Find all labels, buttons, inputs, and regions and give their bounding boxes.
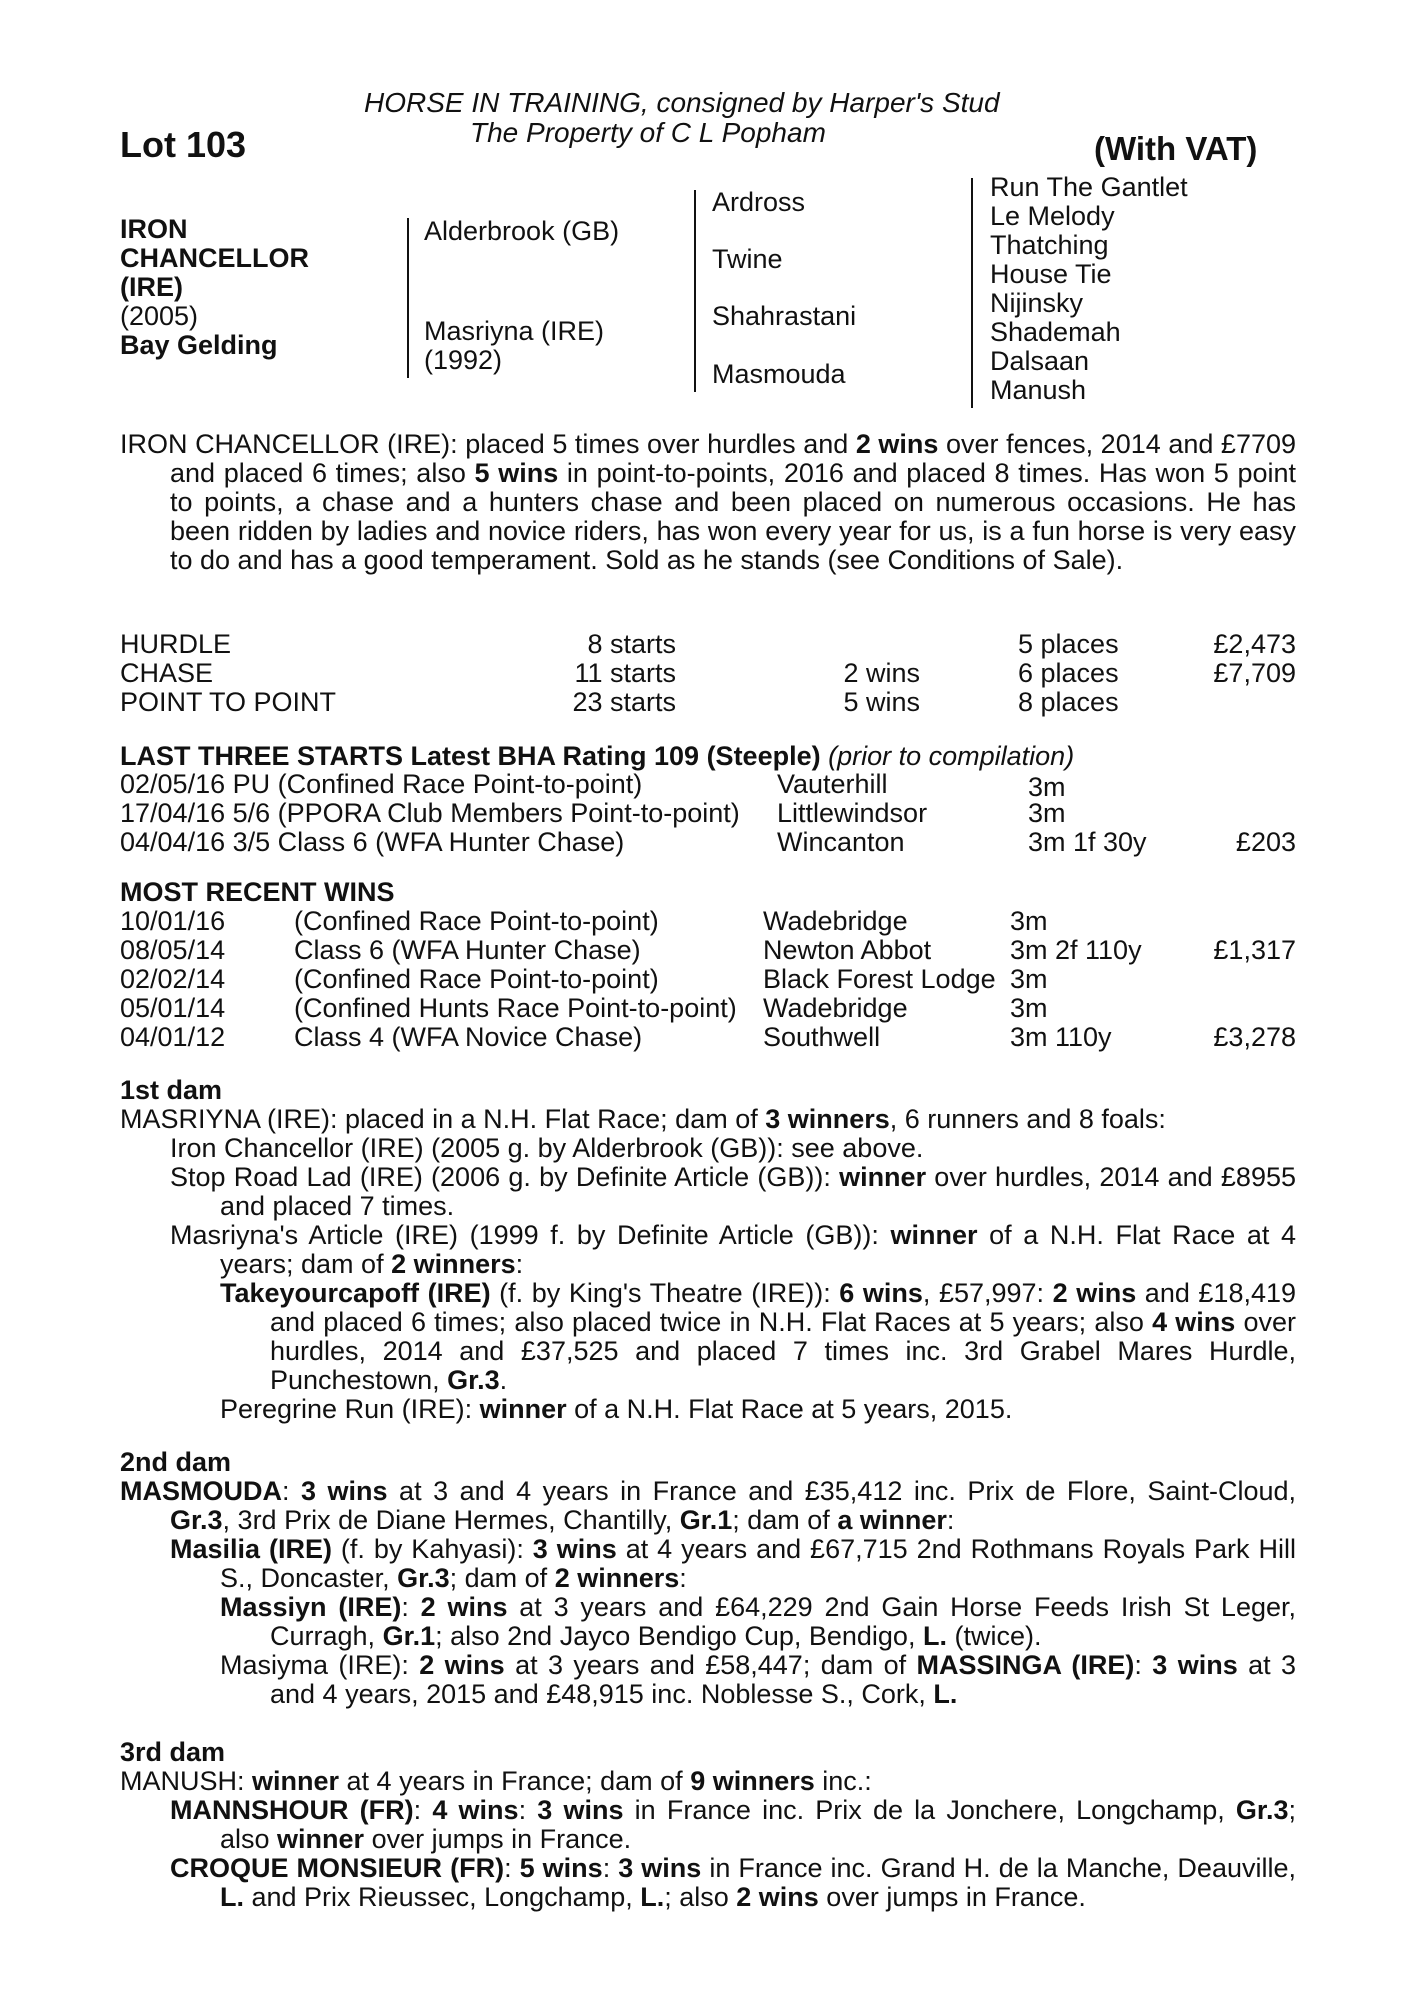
last-three-heading-row bbox=[120, 742, 1074, 771]
recent-win-race: Class 4 (WFA Novice Chase) bbox=[294, 1022, 643, 1052]
text: , 3rd Prix de Diane Hermes, Chantilly, bbox=[222, 1505, 680, 1535]
text: Masriyna's Article (IRE) (1999 f. by Definite Article (GB)): bbox=[170, 1220, 891, 1250]
last-three-heading: LAST THREE STARTS Latest BHA Rating 109 (Steeple) bbox=[120, 741, 821, 771]
vat-label: (With VAT) bbox=[1094, 130, 1258, 167]
recent-win-date: 04/01/12 bbox=[120, 1022, 226, 1052]
summary-bold-1: 2 wins bbox=[855, 429, 939, 459]
text: at 3 and 4 years, 2015 and £48,915 inc. Noblesse S., Cork, bbox=[270, 1650, 1297, 1709]
bold-text: L. bbox=[220, 1882, 244, 1912]
bold-text: winner bbox=[890, 1220, 978, 1250]
third-dam-produce-2 bbox=[120, 1854, 1296, 1912]
record-wins: 2 wins bbox=[843, 658, 920, 688]
bold-text: Gr.3 bbox=[397, 1563, 450, 1593]
bold-text: L. bbox=[922, 1621, 947, 1651]
pedigree-sire: Alderbrook (GB) bbox=[424, 216, 620, 246]
recent-wins-heading: MOST RECENT WINS bbox=[120, 877, 395, 907]
pedigree-g2-3: Shahrastani bbox=[712, 301, 857, 331]
pedigree-g3-3: Thatching bbox=[990, 230, 1109, 260]
text: : bbox=[515, 1249, 524, 1279]
summary-bold-2: 5 wins bbox=[474, 458, 559, 488]
recent-win-prize: £1,317 bbox=[1213, 935, 1296, 965]
text: in France inc. Prix de la Jonchere, Longchamp, bbox=[623, 1795, 1236, 1825]
text: of a N.H. Flat Race at 5 years, 2015. bbox=[566, 1394, 1013, 1424]
pedigree-g2-4: Masmouda bbox=[712, 359, 846, 389]
record-places: 5 places bbox=[1018, 629, 1119, 659]
bold-text: winner bbox=[252, 1766, 340, 1796]
recent-win-date: 02/02/14 bbox=[120, 964, 226, 994]
pedigree-g3-1: Run The Gantlet bbox=[990, 172, 1188, 202]
text: at 3 and 4 years in France and £35,412 inc. Prix de Flore, Saint-Cloud, bbox=[387, 1476, 1296, 1506]
property-line: The Property of C L Popham bbox=[470, 117, 826, 148]
recent-win-course: Wadebridge bbox=[763, 906, 908, 936]
recent-win-date: 08/05/14 bbox=[120, 935, 226, 965]
bold-text: CROQUE MONSIEUR (FR) bbox=[170, 1853, 505, 1883]
text: . bbox=[499, 1365, 508, 1395]
text: : bbox=[1134, 1650, 1153, 1680]
bold-text: 3 wins bbox=[1152, 1650, 1238, 1680]
recent-wins-table bbox=[120, 907, 1296, 1052]
record-starts: 8 starts bbox=[587, 629, 676, 659]
first-dam-heading: 1st dam bbox=[120, 1075, 223, 1105]
bold-text: L. bbox=[640, 1882, 665, 1912]
bold-text: 6 wins bbox=[839, 1278, 923, 1308]
recent-win-row bbox=[120, 936, 1296, 965]
recent-win-race: (Confined Race Point-to-point) bbox=[294, 964, 659, 994]
bold-text: 2 wins bbox=[419, 1650, 505, 1680]
recent-win-distance: 3m 110y bbox=[1010, 1022, 1112, 1052]
recent-win-prize: £3,278 bbox=[1213, 1022, 1296, 1052]
record-prize: £2,473 bbox=[1213, 629, 1296, 659]
first-dam-section bbox=[120, 1105, 1296, 1424]
text: over jumps in France. bbox=[364, 1824, 632, 1854]
last-start-distance: 3m bbox=[1028, 772, 1066, 802]
recent-win-row bbox=[120, 1023, 1296, 1052]
second-dam-heading: 2nd dam bbox=[120, 1447, 232, 1477]
horse-name-line3: (IRE) bbox=[120, 272, 183, 302]
text: and Prix Rieussec, Longchamp, bbox=[244, 1882, 641, 1912]
text: : bbox=[518, 1795, 538, 1825]
bold-text: 2 wins bbox=[1052, 1278, 1137, 1308]
first-dam-produce-3 bbox=[120, 1221, 1296, 1279]
bold-text: 4 wins bbox=[1152, 1307, 1236, 1337]
first-dam-grandproduce-2 bbox=[120, 1395, 1296, 1424]
text: over hurdles, 2014 and £37,525 and placed 7 times inc. 3rd Grabel Mares Hurdle, Punchestown, bbox=[270, 1307, 1296, 1395]
text: over jumps in France. bbox=[818, 1882, 1086, 1912]
bold-text: MASSINGA (IRE) bbox=[916, 1650, 1135, 1680]
bold-text: a winner bbox=[837, 1505, 947, 1535]
bold-text: Masilia (IRE) bbox=[170, 1534, 332, 1564]
bold-text: L. bbox=[933, 1679, 958, 1709]
text: (twice). bbox=[946, 1621, 1042, 1651]
last-start-distance: 3m 1f 30y bbox=[1028, 827, 1147, 857]
bold-text: winner bbox=[839, 1162, 927, 1192]
pedigree-dam-year: (1992) bbox=[424, 345, 503, 375]
last-start-row bbox=[120, 769, 1296, 802]
bold-text: 2 winners bbox=[554, 1563, 680, 1593]
summary-text-2: over fences, 2014 and £7709 and placed 6 times; also bbox=[170, 429, 1297, 488]
second-dam-produce-1 bbox=[120, 1535, 1296, 1593]
last-start-course: Vauterhill bbox=[777, 769, 888, 799]
text: of a N.H. Flat Race at 4 years; dam of bbox=[220, 1220, 1296, 1279]
summary-paragraph bbox=[120, 430, 1296, 575]
pedigree-divider-1 bbox=[407, 218, 409, 378]
recent-win-row bbox=[120, 994, 1296, 1023]
text: Stop Road Lad (IRE) (2006 g. by Definite Article (GB)): bbox=[170, 1162, 840, 1192]
recent-win-course: Black Forest Lodge bbox=[763, 964, 996, 994]
bold-text: 5 wins bbox=[519, 1853, 603, 1883]
text: at 4 years in France; dam of bbox=[339, 1766, 691, 1796]
bold-text: Gr.3 bbox=[170, 1505, 223, 1535]
text: and £18,419 and placed 6 times; also placed twice in N.H. Flat Races at 5 years; also bbox=[270, 1278, 1297, 1337]
record-places: 6 places bbox=[1018, 658, 1119, 688]
pedigree-g3-7: Dalsaan bbox=[990, 346, 1090, 376]
bold-text: Massiyn (IRE) bbox=[220, 1592, 402, 1622]
last-start-race: 17/04/16 5/6 (PPORA Club Members Point-to-point) bbox=[120, 798, 740, 828]
text: , 6 runners and 8 foals: bbox=[889, 1104, 1166, 1134]
recent-win-course: Southwell bbox=[763, 1022, 881, 1052]
last-start-course: Littlewindsor bbox=[777, 798, 928, 828]
pedigree-g3-5: Nijinsky bbox=[990, 288, 1084, 318]
text: : bbox=[946, 1505, 955, 1535]
second-dam-grandproduce-1 bbox=[120, 1593, 1296, 1651]
pedigree-g3-2: Le Melody bbox=[990, 201, 1115, 231]
text: Peregrine Run (IRE): bbox=[220, 1394, 480, 1424]
record-starts: 11 starts bbox=[574, 658, 676, 688]
text: ; also 2nd Jayco Bendigo Cup, Bendigo, bbox=[435, 1621, 923, 1651]
pedigree-g3-8: Manush bbox=[990, 375, 1087, 405]
text: : bbox=[282, 1476, 302, 1506]
text: : bbox=[504, 1853, 520, 1883]
third-dam-section bbox=[120, 1767, 1296, 1912]
text: Masiyma (IRE): bbox=[220, 1650, 420, 1680]
pedigree-divider-2 bbox=[694, 190, 696, 392]
summary-text-1: IRON CHANCELLOR (IRE): placed 5 times over hurdles and bbox=[120, 429, 856, 459]
bold-text: 3 wins bbox=[532, 1534, 617, 1564]
text: (f. by King's Theatre (IRE)): bbox=[490, 1278, 840, 1308]
bold-text: 2 wins bbox=[420, 1592, 508, 1622]
text: at 3 years and £58,447; dam of bbox=[504, 1650, 917, 1680]
recent-win-race: (Confined Race Point-to-point) bbox=[294, 906, 659, 936]
record-row-point-to-point bbox=[120, 688, 1296, 717]
record-wins: 5 wins bbox=[843, 687, 920, 717]
bold-text: 4 wins bbox=[432, 1795, 519, 1825]
horse-year: (2005) bbox=[120, 301, 199, 331]
recent-win-date: 10/01/16 bbox=[120, 906, 226, 936]
text: : bbox=[679, 1563, 687, 1593]
bold-text: winner bbox=[277, 1824, 365, 1854]
first-dam-produce-1 bbox=[120, 1134, 1296, 1163]
text: ; dam of bbox=[732, 1505, 838, 1535]
record-starts: 23 starts bbox=[572, 687, 676, 717]
third-dam-produce-1 bbox=[120, 1796, 1296, 1854]
text: ; also bbox=[220, 1795, 1296, 1854]
pedigree-divider-3 bbox=[971, 178, 973, 408]
recent-win-row bbox=[120, 907, 1296, 936]
recent-win-distance: 3m bbox=[1010, 993, 1048, 1023]
last-start-row bbox=[120, 828, 1296, 857]
text: : bbox=[401, 1592, 421, 1622]
text: (f. by Kahyasi): bbox=[331, 1534, 533, 1564]
recent-win-distance: 3m bbox=[1010, 964, 1048, 994]
horse-name-line2: CHANCELLOR bbox=[120, 243, 309, 273]
recent-win-row bbox=[120, 965, 1296, 994]
last-three-note: (prior to compilation) bbox=[828, 741, 1075, 771]
consignor-line: HORSE IN TRAINING, consigned by Harper's Stud bbox=[364, 87, 1000, 118]
first-dam-produce-2 bbox=[120, 1163, 1296, 1221]
last-start-course: Wincanton bbox=[777, 827, 905, 857]
text: , £57,997: bbox=[922, 1278, 1053, 1308]
bold-text: MANNSHOUR (FR) bbox=[170, 1795, 414, 1825]
text: MASRIYNA (IRE): placed in a N.H. Flat Race; dam of bbox=[120, 1104, 766, 1134]
text: over hurdles, 2014 and £8955 and placed 7 times. bbox=[220, 1162, 1296, 1221]
bold-text: 9 winners bbox=[690, 1766, 815, 1796]
text: MANUSH: bbox=[120, 1766, 253, 1796]
bold-text: 3 wins bbox=[537, 1795, 624, 1825]
bold-text: 2 winners bbox=[391, 1249, 516, 1279]
bold-text: 2 wins bbox=[736, 1882, 819, 1912]
bold-text: 3 winners bbox=[765, 1104, 890, 1134]
recent-win-distance: 3m 2f 110y bbox=[1010, 935, 1142, 965]
record-type: HURDLE bbox=[120, 629, 232, 659]
bold-text: Gr.1 bbox=[382, 1621, 436, 1651]
third-dam-line bbox=[120, 1767, 1296, 1796]
text: inc.: bbox=[814, 1766, 872, 1796]
text: : bbox=[413, 1795, 433, 1825]
bold-text: Gr.3 bbox=[447, 1365, 500, 1395]
record-type: POINT TO POINT bbox=[120, 687, 337, 717]
text: in France inc. Grand H. de la Manche, Deauville, bbox=[701, 1853, 1296, 1883]
text: at 4 years and £67,715 2nd Rothmans Royals Park Hill S., Doncaster, bbox=[220, 1534, 1296, 1593]
last-start-prize: £203 bbox=[1235, 827, 1296, 857]
race-record-table bbox=[120, 630, 1296, 717]
text: ; also bbox=[664, 1882, 737, 1912]
third-dam-heading: 3rd dam bbox=[120, 1737, 226, 1767]
recent-win-race: (Confined Hunts Race Point-to-point) bbox=[294, 993, 737, 1023]
last-start-race: 04/04/16 3/5 Class 6 (WFA Hunter Chase) bbox=[120, 827, 625, 857]
last-start-race: 02/05/16 PU (Confined Race Point-to-point) bbox=[120, 769, 643, 799]
recent-win-date: 05/01/14 bbox=[120, 993, 226, 1023]
bold-text: 3 wins bbox=[618, 1853, 702, 1883]
bold-text: 3 wins bbox=[301, 1476, 388, 1506]
second-dam-line bbox=[120, 1477, 1296, 1535]
text: : bbox=[602, 1853, 619, 1883]
recent-win-course: Wadebridge bbox=[763, 993, 908, 1023]
second-dam-grandproduce-2 bbox=[120, 1651, 1296, 1709]
bold-text: Gr.1 bbox=[679, 1505, 733, 1535]
summary-text-3: in point-to-points, 2016 and placed 8 times. Has won 5 point to points, a chase and a hunters chase and been placed on numerous occasions. He has been ridden by ladies and novice riders, has won every year for us, is a fun horse is very easy to do and has a good temperament. Sold as he stands (see Conditions of Sale). bbox=[170, 458, 1296, 575]
recent-win-course: Newton Abbot bbox=[763, 935, 932, 965]
second-dam-section bbox=[120, 1477, 1296, 1709]
horse-sex: Bay Gelding bbox=[120, 330, 278, 360]
text: at 3 years and £64,229 2nd Gain Horse Feeds Irish St Leger, Curragh, bbox=[270, 1592, 1296, 1651]
record-row-chase bbox=[120, 659, 1296, 688]
record-prize: £7,709 bbox=[1213, 658, 1296, 688]
record-type: CHASE bbox=[120, 658, 214, 688]
first-dam-line bbox=[120, 1105, 1296, 1134]
last-start-distance: 3m bbox=[1028, 798, 1066, 828]
last-three-table bbox=[120, 770, 1296, 857]
bold-text: Takeyourcapoff (IRE) bbox=[220, 1278, 491, 1308]
pedigree-dam: Masriyna (IRE) bbox=[424, 316, 605, 346]
last-start-row bbox=[120, 799, 1296, 828]
pedigree-g3-4: House Tie bbox=[990, 259, 1112, 289]
bold-text: MASMOUDA bbox=[120, 1476, 282, 1506]
record-row-hurdle bbox=[120, 630, 1296, 659]
pedigree-g2-1: Ardross bbox=[712, 187, 806, 217]
horse-name-line1: IRON bbox=[120, 214, 188, 244]
bold-text: Gr.3 bbox=[1235, 1795, 1289, 1825]
text: Iron Chancellor (IRE) (2005 g. by Alderbrook (GB)): see above. bbox=[170, 1133, 924, 1163]
record-places: 8 places bbox=[1018, 687, 1119, 717]
first-dam-grandproduce-1 bbox=[120, 1279, 1296, 1395]
pedigree-g2-2: Twine bbox=[712, 244, 783, 274]
bold-text: winner bbox=[479, 1394, 567, 1424]
lot-number: Lot 103 bbox=[120, 124, 247, 165]
text: ; dam of bbox=[449, 1563, 555, 1593]
pedigree-g3-6: Shademah bbox=[990, 317, 1121, 347]
recent-win-distance: 3m bbox=[1010, 906, 1048, 936]
recent-win-race: Class 6 (WFA Hunter Chase) bbox=[294, 935, 641, 965]
